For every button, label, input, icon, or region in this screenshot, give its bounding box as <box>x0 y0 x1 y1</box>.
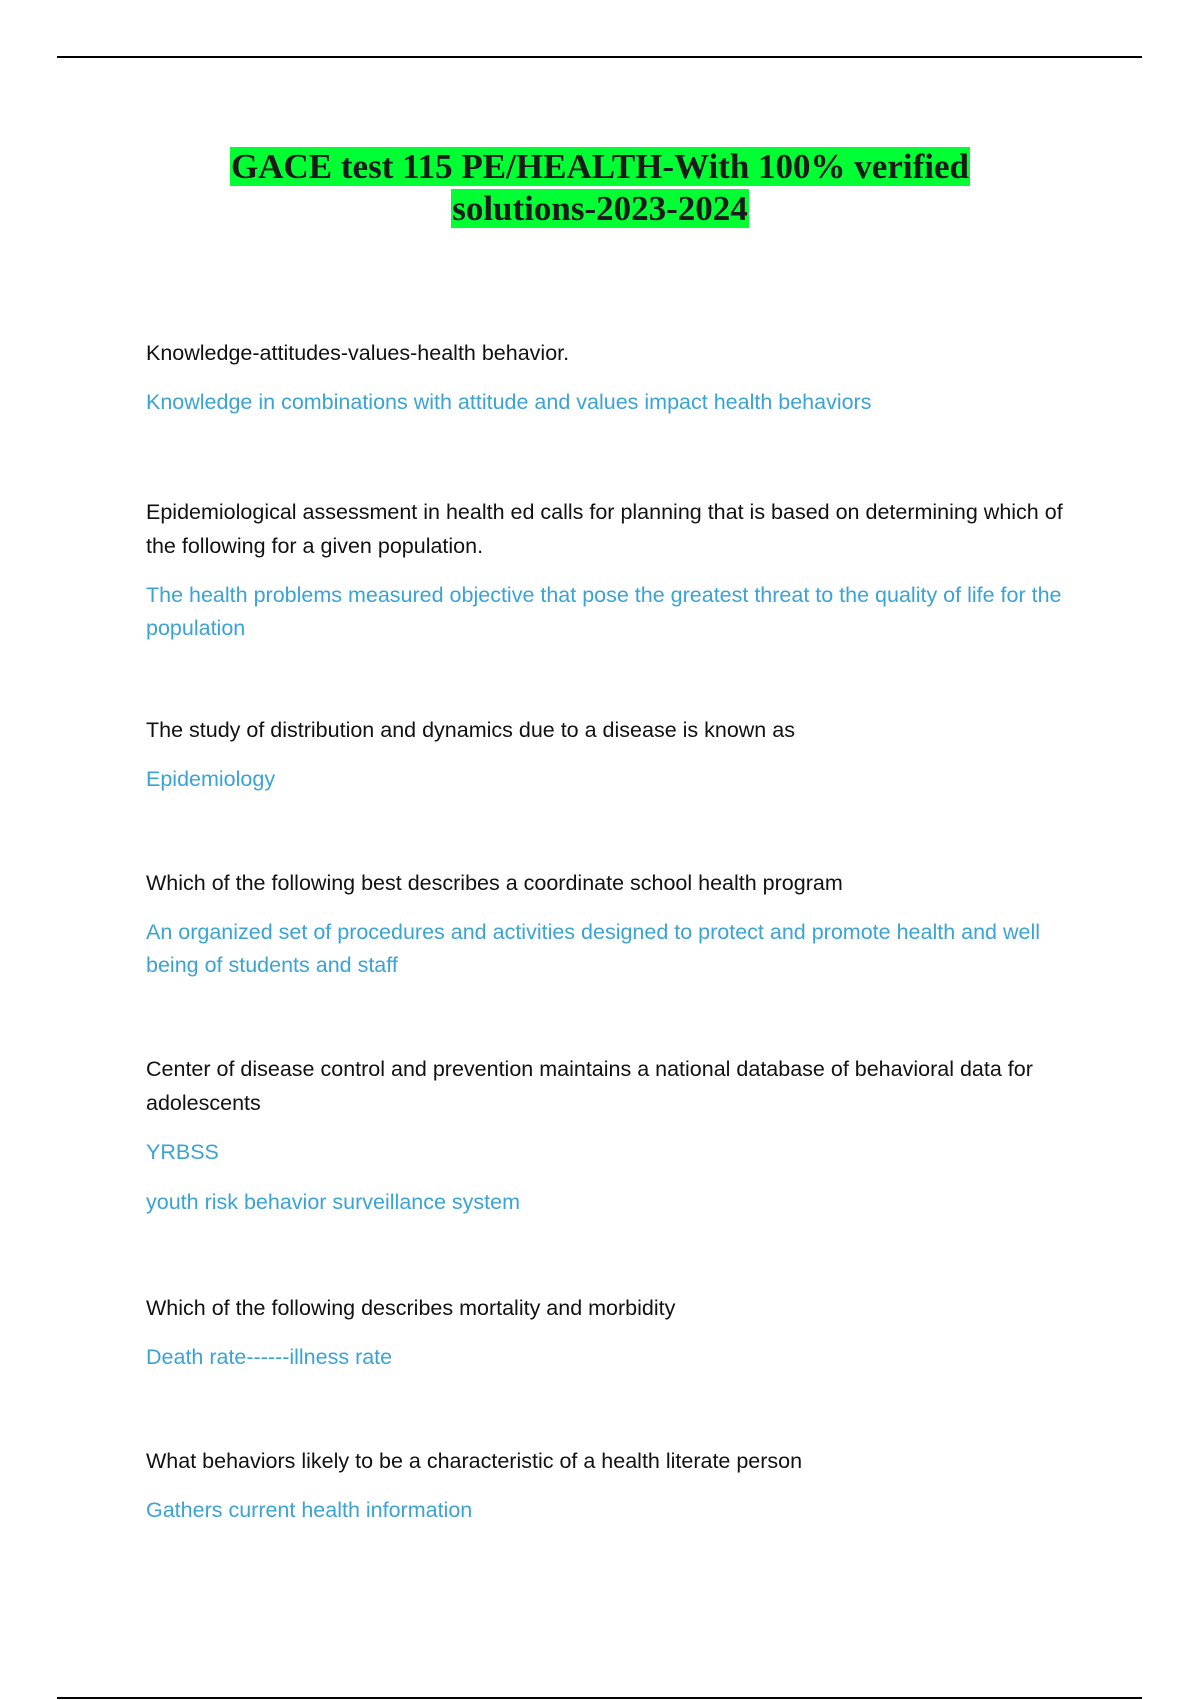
answer-text: The health problems measured objective that pose the greatest threat to the quality of life for the population <box>146 583 1062 640</box>
qa-list <box>146 336 1066 1527</box>
qa-item <box>146 1444 1066 1527</box>
bottom-rule <box>57 1697 1142 1699</box>
qa-item <box>146 1291 1066 1374</box>
qa-item <box>146 713 1066 796</box>
answer-text: Gathers current health information <box>146 1498 473 1522</box>
answer-text: youth risk behavior surveillance system <box>146 1190 521 1214</box>
question-text: Which of the following best describes a coordinate school health program <box>146 871 843 895</box>
answer-text: YRBSS <box>146 1140 219 1164</box>
question-text: Epidemiological assessment in health ed calls for planning that is based on determining which of the following for a given population. <box>146 500 1063 558</box>
answer-text: An organized set of procedures and activities designed to protect and promote health and well being of students and staff <box>146 920 1041 977</box>
top-rule <box>57 56 1142 58</box>
title-line-1: GACE test 115 PE/HEALTH-With 100% verified <box>231 147 969 186</box>
qa-item <box>146 1052 1066 1219</box>
qa-item <box>146 866 1066 982</box>
qa-item <box>146 495 1066 645</box>
question-text: Knowledge-attitudes-values-health behavior. <box>146 341 570 365</box>
question-text: Which of the following describes mortality and morbidity <box>146 1296 676 1320</box>
qa-item <box>146 336 1066 419</box>
answer-text: Knowledge in combinations with attitude and values impact health behaviors <box>146 390 872 414</box>
question-text: The study of distribution and dynamics due to a disease is known as <box>146 718 795 742</box>
answer-text: Death rate------illness rate <box>146 1345 393 1369</box>
question-text: What behaviors likely to be a characteristic of a health literate person <box>146 1449 803 1473</box>
answer-text: Epidemiology <box>146 767 276 791</box>
document-title <box>0 146 1200 230</box>
title-line-2: solutions-2023-2024 <box>452 189 748 228</box>
question-text: Center of disease control and prevention maintains a national database of behavioral data for adolescents <box>146 1057 1033 1115</box>
